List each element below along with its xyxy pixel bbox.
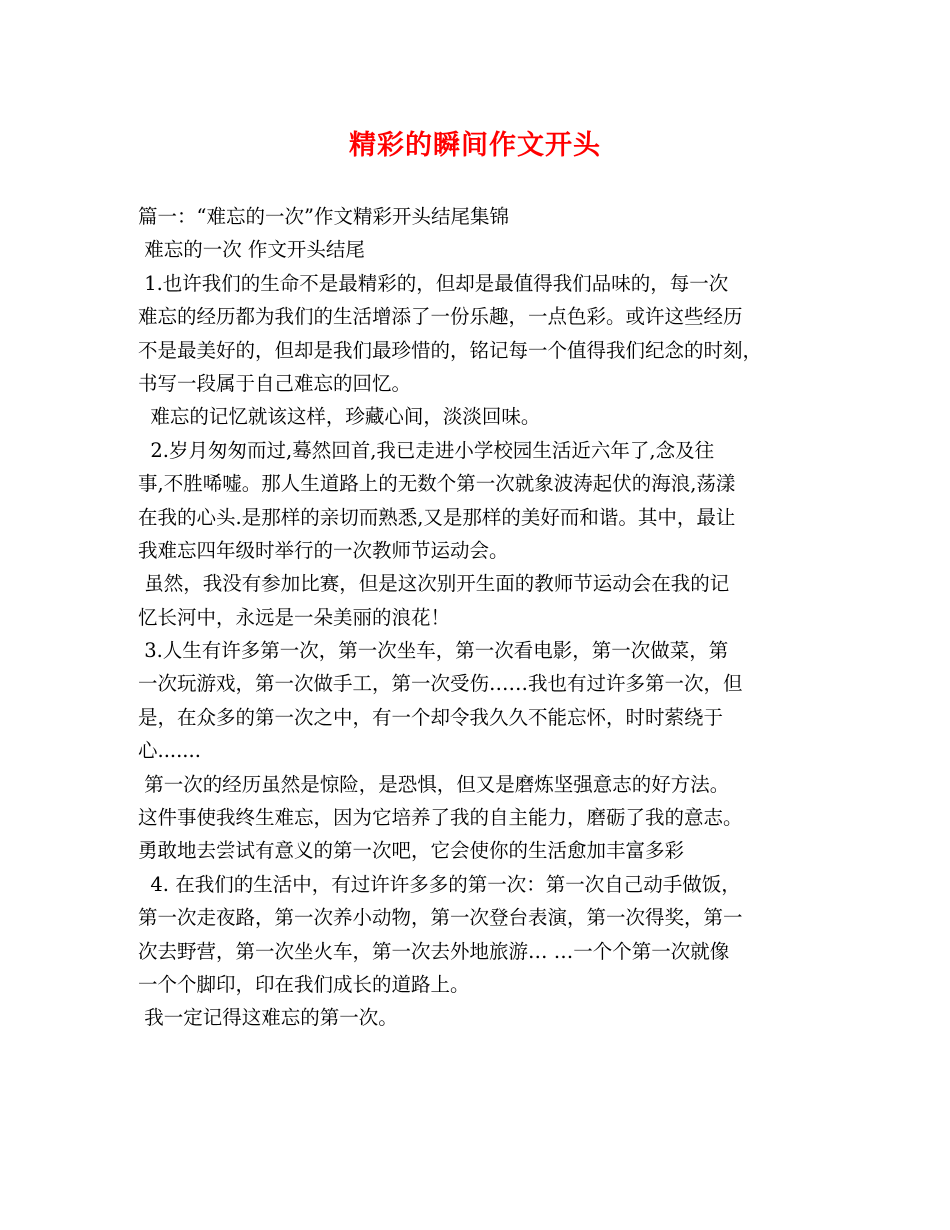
text-line: 第一次的经历虽然是惊险，是恐惧，但又是磨炼坚强意志的好方法。	[138, 772, 730, 796]
text-line: 1.也许我们的生命不是最精彩的，但却是最值得我们品味的，每一次	[138, 271, 729, 295]
text-line: 4. 在我们的生活中，有过许许多多的第一次：第一次自己动手做饭，	[138, 872, 741, 896]
text-line: 次去野营，第一次坐火车，第一次去外地旅游… …一个个第一次就像	[138, 939, 730, 963]
document-title: 精彩的瞬间作文开头	[349, 130, 601, 161]
text-line: 2.岁月匆匆而过,蓦然回首,我已走进小学校园生活近六年了,念及往	[138, 438, 715, 462]
text-line: 勇敢地去尝试有意义的第一次吧，它会使你的生活愈加丰富多彩	[138, 839, 685, 863]
text-line: 心.......	[138, 739, 201, 763]
text-line: 书写一段属于自己难忘的回忆。	[138, 371, 412, 395]
document-body	[138, 200, 818, 1035]
text-line: 3.人生有许多第一次，第一次坐车，第一次看电影，第一次做菜，第	[138, 639, 729, 663]
text-line: 一个个脚印，印在我们成长的道路上。	[138, 972, 470, 996]
text-line: 这件事使我终生难忘，因为它培养了我的自主能力，磨砺了我的意志。	[138, 806, 743, 830]
text-line: 事,不胜唏嘘。那人生道路上的无数个第一次就象波涛起伏的海浪,荡漾	[138, 472, 736, 496]
text-line: 不是最美好的，但却是我们最珍惜的，铭记每一个值得我们纪念的时刻，	[138, 338, 763, 362]
text-line: 第一次走夜路，第一次养小动物，第一次登台表演，第一次得奖，第一	[138, 906, 743, 930]
text-line: 篇一：“难忘的一次”作文精彩开头结尾集锦	[138, 205, 509, 228]
text-line: 难忘的记忆就该这样，珍藏心间，淡淡回味。	[138, 405, 541, 429]
text-line: 一次玩游戏，第一次做手工，第一次受伤……我也有过许多第一次，但	[138, 672, 743, 696]
text-line: 我一定记得这难忘的第一次。	[138, 1006, 398, 1030]
text-line: 在我的心头.是那样的亲切而熟悉,又是那样的美好而和谐。其中，最让	[138, 505, 736, 529]
text-line: 我难忘四年级时举行的一次教师节运动会。	[138, 538, 509, 562]
text-line: 忆长河中，永远是一朵美丽的浪花！	[138, 605, 451, 629]
text-line: 难忘的经历都为我们的生活增添了一份乐趣，一点色彩。或许这些经历	[138, 305, 743, 329]
text-line: 是，在众多的第一次之中，有一个却令我久久不能忘怀，时时萦绕于	[138, 705, 724, 729]
text-line: 难忘的一次 作文开头结尾	[138, 238, 365, 262]
text-line: 虽然，我没有参加比赛，但是这次别开生面的教师节运动会在我的记	[138, 572, 730, 596]
